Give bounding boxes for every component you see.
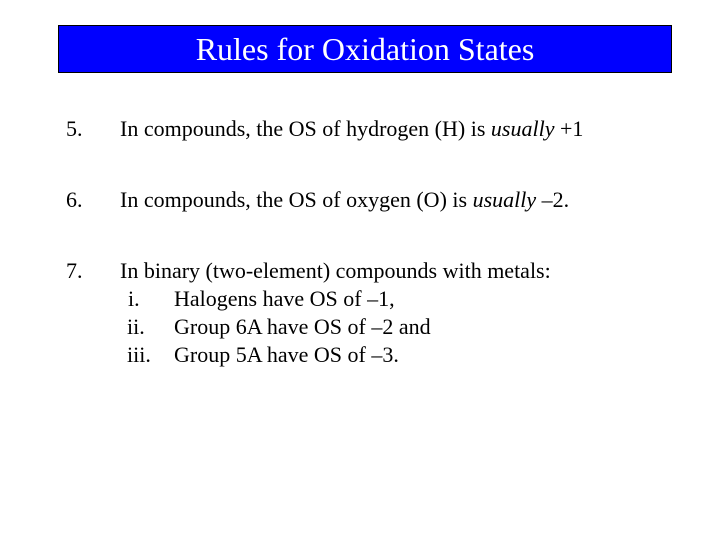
rule-text [120,186,569,214]
rule-text [120,257,551,369]
subitem-text: Group 5A have OS of –3. [174,342,399,367]
rule-text-before: In compounds, the OS of oxygen (O) is [120,187,473,212]
rule-emphasis: usually [490,116,555,141]
subitem-numeral: iii. [127,342,151,367]
title-bar [58,25,672,73]
subitem-text: Halogens have OS of –1, [174,286,395,311]
rule-number: 7. [66,258,83,283]
rule-main-text: In binary (two-element) compounds with metals: [120,258,551,283]
subitem [66,341,551,369]
slide-title: Rules for Oxidation States [195,31,535,67]
subitem [66,313,551,341]
rule-number: 5. [66,116,83,141]
rule-number: 6. [66,187,83,212]
rule-text-before: In compounds, the OS of hydrogen (H) is [120,116,491,141]
rule-text-after: +1 [554,116,584,141]
subitem [66,285,551,313]
rule-text [120,115,583,143]
rule-emphasis: usually [472,187,537,212]
subitem-text: Group 6A have OS of –2 and [174,314,431,339]
rule-text-after: –2. [536,187,570,212]
subitem-numeral: ii. [127,314,145,339]
subitem-list [120,285,551,369]
subitem-numeral: i. [128,286,140,311]
